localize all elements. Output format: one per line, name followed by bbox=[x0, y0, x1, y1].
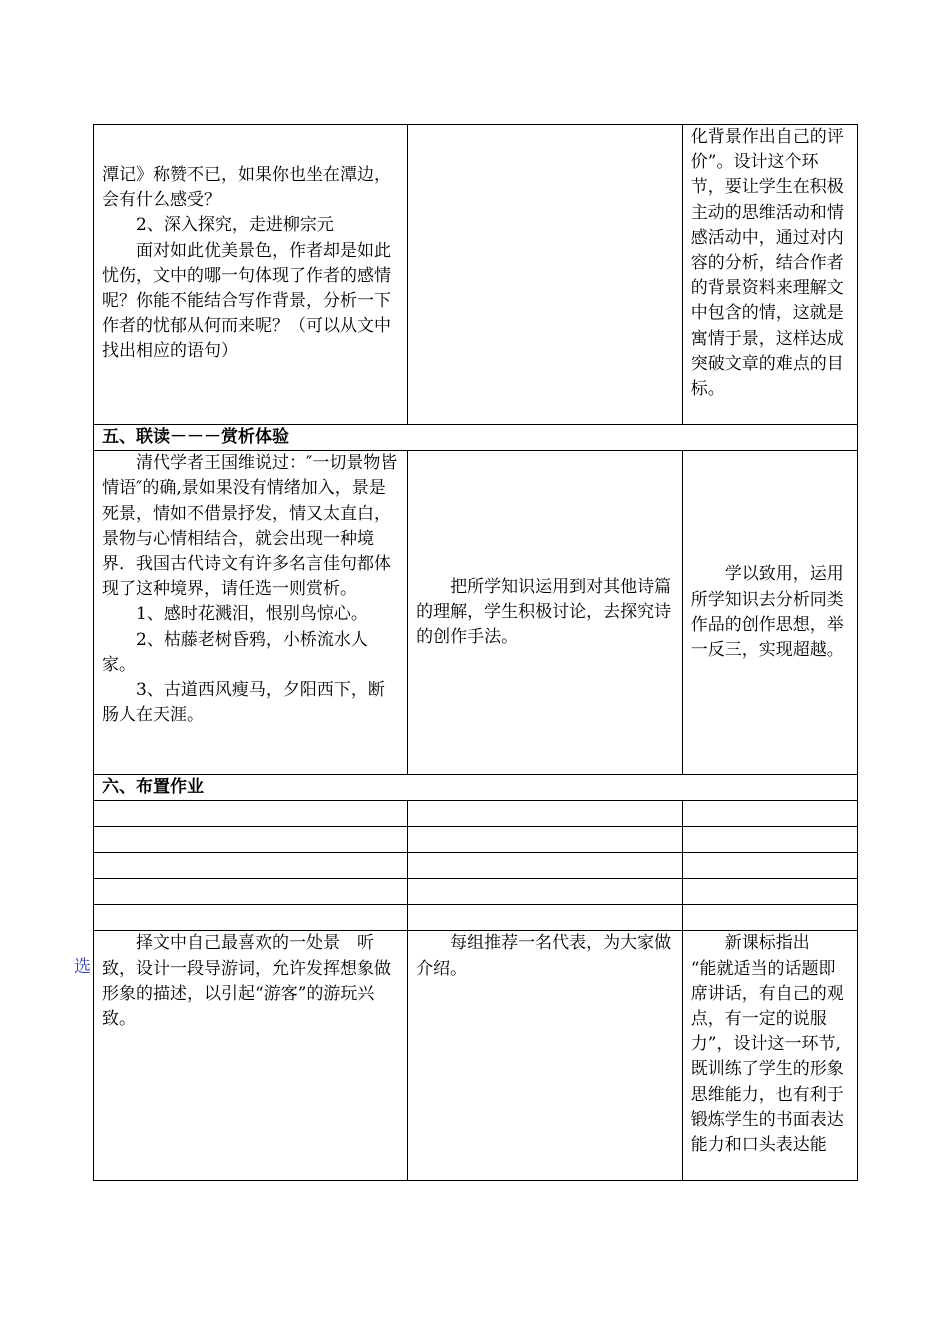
student-activity-cell bbox=[408, 451, 683, 775]
empty-cell bbox=[408, 853, 683, 879]
intent-text: 学以致用，运用所学知识去分析同类作品的创作思想，举一反三，实现超越。 bbox=[690, 564, 844, 660]
empty-cell bbox=[408, 905, 683, 931]
design-intent-cell bbox=[682, 451, 857, 775]
table-row bbox=[94, 451, 858, 775]
empty-cell bbox=[408, 879, 683, 905]
teaching-content-cell bbox=[94, 931, 408, 1181]
empty-row bbox=[94, 905, 858, 931]
empty-cell bbox=[408, 801, 683, 827]
empty-cell bbox=[682, 801, 857, 827]
content-paragraph: 择文中自己最喜欢的一处景 听致，设计一段导游词，允许发挥想象做形象的描述，以引起“游客”的游玩兴致。 bbox=[102, 933, 391, 1030]
poem-item: 1、感时花溅泪，恨别鸟惊心。 bbox=[136, 604, 368, 625]
section-heading-row bbox=[94, 425, 858, 451]
poem-item: 2、枯藤老树昏鸦，小桥流水人家。 bbox=[102, 629, 368, 675]
side-note: 选 bbox=[74, 957, 91, 977]
empty-row bbox=[94, 879, 858, 905]
table-row bbox=[94, 125, 858, 425]
student-activity-cell bbox=[408, 931, 683, 1181]
empty-cell bbox=[94, 879, 408, 905]
content-paragraph: 清代学者王国维说过：″一切景物皆情语″的确,景如果没有情绪加入，景是死景，情如不借景抒发，情又太直白，景物与心情相结合，就会出现一种境界．我国古代诗文有许多名言佳句都体现了这种境界，请任选一则赏析。 bbox=[102, 453, 398, 600]
content-paragraph: 潭记》称赞不已，如果你也坐在潭边，会有什么感受？ bbox=[102, 165, 391, 211]
empty-row bbox=[94, 853, 858, 879]
design-intent-cell bbox=[682, 931, 857, 1181]
empty-cell bbox=[94, 827, 408, 853]
empty-cell bbox=[94, 905, 408, 931]
poem-item: 3、古道西风瘦马，夕阳西下，断肠人在天涯。 bbox=[102, 680, 385, 726]
section-heading: 五、联读－－－赏析体验 bbox=[94, 425, 858, 451]
empty-cell bbox=[682, 879, 857, 905]
content-paragraph: 面对如此优美景色，作者却是如此忧伤，文中的哪一句体现了作者的感情呢？你能不能结合写作背景，分析一下作者的忧郁从何而来呢？（可以从文中找出相应的语句） bbox=[102, 240, 391, 362]
teaching-content-cell bbox=[94, 451, 408, 775]
empty-cell bbox=[94, 853, 408, 879]
intent-heading: 新课标指出 bbox=[724, 933, 810, 954]
table-row bbox=[94, 931, 858, 1181]
empty-cell bbox=[408, 827, 683, 853]
activity-text: 把所学知识运用到对其他诗篇的理解，学生积极讨论，去探究诗的创作手法。 bbox=[416, 576, 672, 648]
section-heading: 六、布置作业 bbox=[94, 775, 858, 801]
lesson-plan-table bbox=[93, 124, 858, 1181]
empty-cell bbox=[94, 801, 408, 827]
empty-row bbox=[94, 801, 858, 827]
activity-text: 每组推荐一名代表，为大家做介绍。 bbox=[416, 933, 672, 979]
content-subheading: 2、深入探究，走进柳宗元 bbox=[136, 215, 334, 236]
empty-cell bbox=[682, 905, 857, 931]
empty-row bbox=[94, 827, 858, 853]
empty-cell bbox=[682, 827, 857, 853]
empty-cell bbox=[682, 853, 857, 879]
teaching-content-cell bbox=[94, 125, 408, 425]
student-activity-cell bbox=[408, 125, 683, 425]
intent-text: “能就适当的话题即席讲话，有自己的观点，有一定的说服力”，设计这一环节,既训练了学生的形象思维能力，也有利于锻炼学生的书面表达能力和口头表达能 bbox=[690, 958, 844, 1156]
section-heading-row bbox=[94, 775, 858, 801]
design-intent-cell: 化背景作出自己的评价”。设计这个环节，要让学生在积极主动的思维活动和情感活动中，通过对内容的分析，结合作者的背景资料来理解文中包含的情，这就是寓情于景，这样达成突破文章的难点的目标。 bbox=[682, 125, 857, 425]
